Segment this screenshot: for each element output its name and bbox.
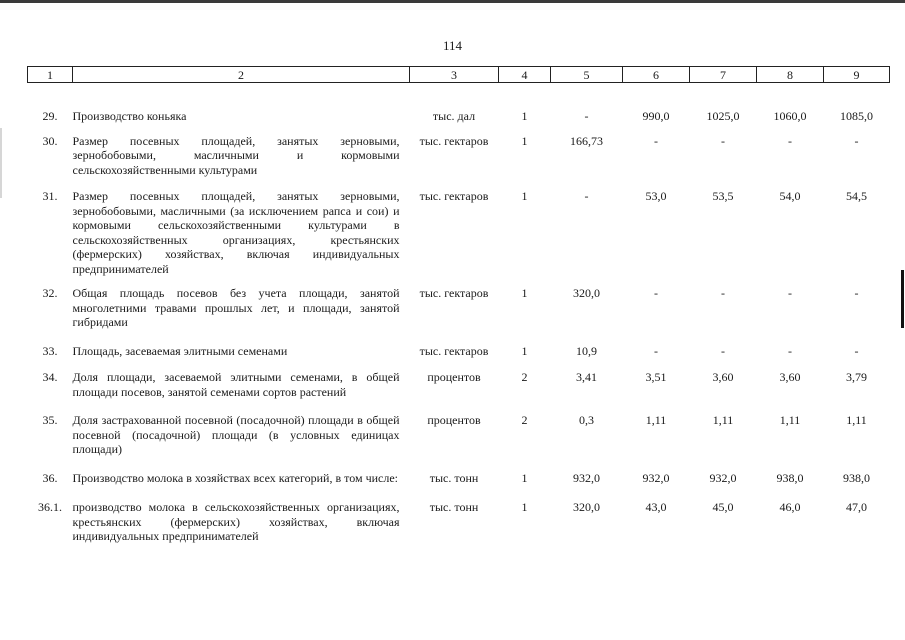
value-col-9: 3,79: [846, 370, 867, 384]
header-col-9: 9: [824, 67, 890, 83]
value-col-9: 1,11: [846, 413, 867, 427]
value-col-8: -: [788, 286, 792, 300]
unit: тыс. тонн: [429, 500, 479, 514]
row-number: 36.1.: [38, 500, 62, 514]
value-col-8: 46,0: [779, 500, 801, 514]
indicator-table: [27, 66, 890, 544]
header-col-7: 7: [690, 67, 757, 83]
table-row: [28, 457, 890, 486]
row-number: 35.: [42, 413, 58, 427]
value-col-5: -: [584, 189, 589, 203]
unit: процентов: [427, 370, 481, 384]
unit: тыс. гектаров: [419, 133, 489, 148]
scan-edge-left: [0, 128, 2, 198]
value-col-4: 2: [521, 370, 528, 384]
unit: тыс. гектаров: [419, 189, 489, 203]
row-number: 30.: [42, 133, 58, 148]
table-row: [28, 276, 890, 330]
value-col-7: -: [721, 343, 725, 358]
value-col-4: 1: [521, 343, 528, 358]
header-col-6: 6: [623, 67, 690, 83]
row-number: 32.: [42, 286, 58, 300]
value-col-6: -: [654, 286, 658, 300]
value-col-7: 53,5: [712, 189, 734, 203]
value-col-8: 54,0: [779, 189, 801, 203]
scan-edge-right: [901, 270, 904, 328]
value-col-9: 1085,0: [840, 109, 873, 123]
table-row: [28, 330, 890, 359]
value-col-9: 54,5: [846, 189, 867, 203]
indicator-name: Размер посевных площадей, занятых зерновыми, зернобобовыми, масличными (за исключением рапса и сои) и кормовыми сельскохозяйственными культурами в сельскохозяйственных организациях, крестьянских (фермерских) хозяйствах, включая индивидуальных предпринимателей: [72, 189, 400, 276]
value-col-5: 320,0: [573, 286, 600, 300]
value-col-8: -: [788, 343, 792, 358]
value-col-7: -: [721, 133, 725, 148]
unit: тыс. гектаров: [419, 286, 489, 300]
value-col-4: 1: [521, 133, 528, 148]
indicator-name: Доля застрахованной посевной (посадочной) площади в общей посевной (посадочной) площади (в условных единицах площади): [72, 413, 400, 456]
header-col-5: 5: [551, 67, 623, 83]
value-col-6: -: [654, 133, 658, 148]
value-col-6: 932,0: [642, 470, 670, 485]
value-col-7: 3,60: [712, 370, 734, 384]
value-col-5: 932,0: [573, 470, 600, 485]
value-col-5: 166,73: [570, 133, 603, 148]
value-col-6: 1,11: [645, 413, 667, 427]
indicator-name: Площадь, засеваемая элитными семенами: [72, 343, 288, 358]
table-header-row: [28, 67, 890, 83]
indicator-name: Производство коньяка: [72, 109, 187, 123]
row-number: 36.: [42, 470, 58, 485]
value-col-6: 53,0: [645, 189, 667, 203]
value-col-8: 938,0: [776, 470, 804, 485]
table-row: [28, 124, 890, 178]
table-row: [28, 177, 890, 276]
value-col-8: 3,60: [779, 370, 801, 384]
header-col-3: 3: [410, 67, 499, 83]
row-number: 33.: [42, 343, 58, 358]
value-col-4: 1: [521, 286, 528, 300]
scan-edge-top: [0, 0, 905, 3]
indicator-name: Производство молока в хозяйствах всех категорий, в том числе:: [72, 470, 399, 485]
value-col-8: 1060,0: [773, 109, 807, 123]
value-col-6: -: [654, 343, 658, 358]
value-col-4: 1: [521, 470, 528, 485]
value-col-9: -: [854, 286, 859, 300]
page-number: 114: [442, 38, 463, 53]
value-col-9: -: [854, 133, 859, 148]
unit: процентов: [427, 413, 481, 427]
value-col-4: 1: [521, 189, 528, 203]
value-col-7: 1,11: [712, 413, 734, 427]
row-number: 34.: [42, 370, 58, 384]
header-col-1: 1: [28, 67, 73, 83]
value-col-7: 1025,0: [706, 109, 740, 123]
row-number: 31.: [42, 189, 58, 203]
value-col-9: -: [854, 343, 859, 358]
value-col-7: -: [721, 286, 725, 300]
indicator-name: производство молока в сельскохозяйственных организациях, крестьянских (фермерских) хозяйствах, включая индивидуальных предпринимателей: [72, 500, 400, 543]
unit: тыс. тонн: [429, 470, 479, 485]
row-number: 29.: [42, 109, 58, 123]
value-col-4: 2: [521, 413, 528, 427]
value-col-7: 932,0: [709, 470, 737, 485]
value-col-6: 43,0: [645, 500, 667, 514]
table-row: [28, 83, 890, 124]
table-row: [28, 485, 890, 544]
value-col-5: 0,3: [579, 413, 594, 427]
value-col-4: 1: [521, 500, 528, 514]
value-col-5: -: [584, 109, 589, 123]
indicator-name: Доля площади, засеваемой элитными семенами, в общей площади посевов, занятой семенами сортов растений: [72, 370, 400, 399]
header-col-4: 4: [499, 67, 551, 83]
indicator-name: Общая площадь посевов без учета площади, занятой многолетними травами прошлых лет, и площади, занятой гибридами: [72, 286, 400, 329]
value-col-9: 47,0: [846, 500, 867, 514]
value-col-7: 45,0: [712, 500, 734, 514]
value-col-6: 990,0: [642, 109, 670, 123]
indicator-name: Размер посевных площадей, занятых зерновыми, зернобобовыми, масличными и кормовыми сельскохозяйственными культурами: [72, 133, 400, 177]
unit: тыс. дал: [432, 109, 476, 123]
table-row: [28, 399, 890, 457]
value-col-5: 3,41: [576, 370, 597, 384]
unit: тыс. гектаров: [419, 343, 489, 358]
header-col-8: 8: [757, 67, 824, 83]
value-col-6: 3,51: [645, 370, 667, 384]
value-col-9: 938,0: [843, 470, 870, 485]
value-col-4: 1: [521, 109, 528, 123]
value-col-8: 1,11: [779, 413, 801, 427]
value-col-8: -: [788, 133, 792, 148]
header-col-2: 2: [73, 67, 410, 83]
value-col-5: 10,9: [576, 343, 597, 358]
table-row: [28, 358, 890, 399]
value-col-5: 320,0: [573, 500, 600, 514]
